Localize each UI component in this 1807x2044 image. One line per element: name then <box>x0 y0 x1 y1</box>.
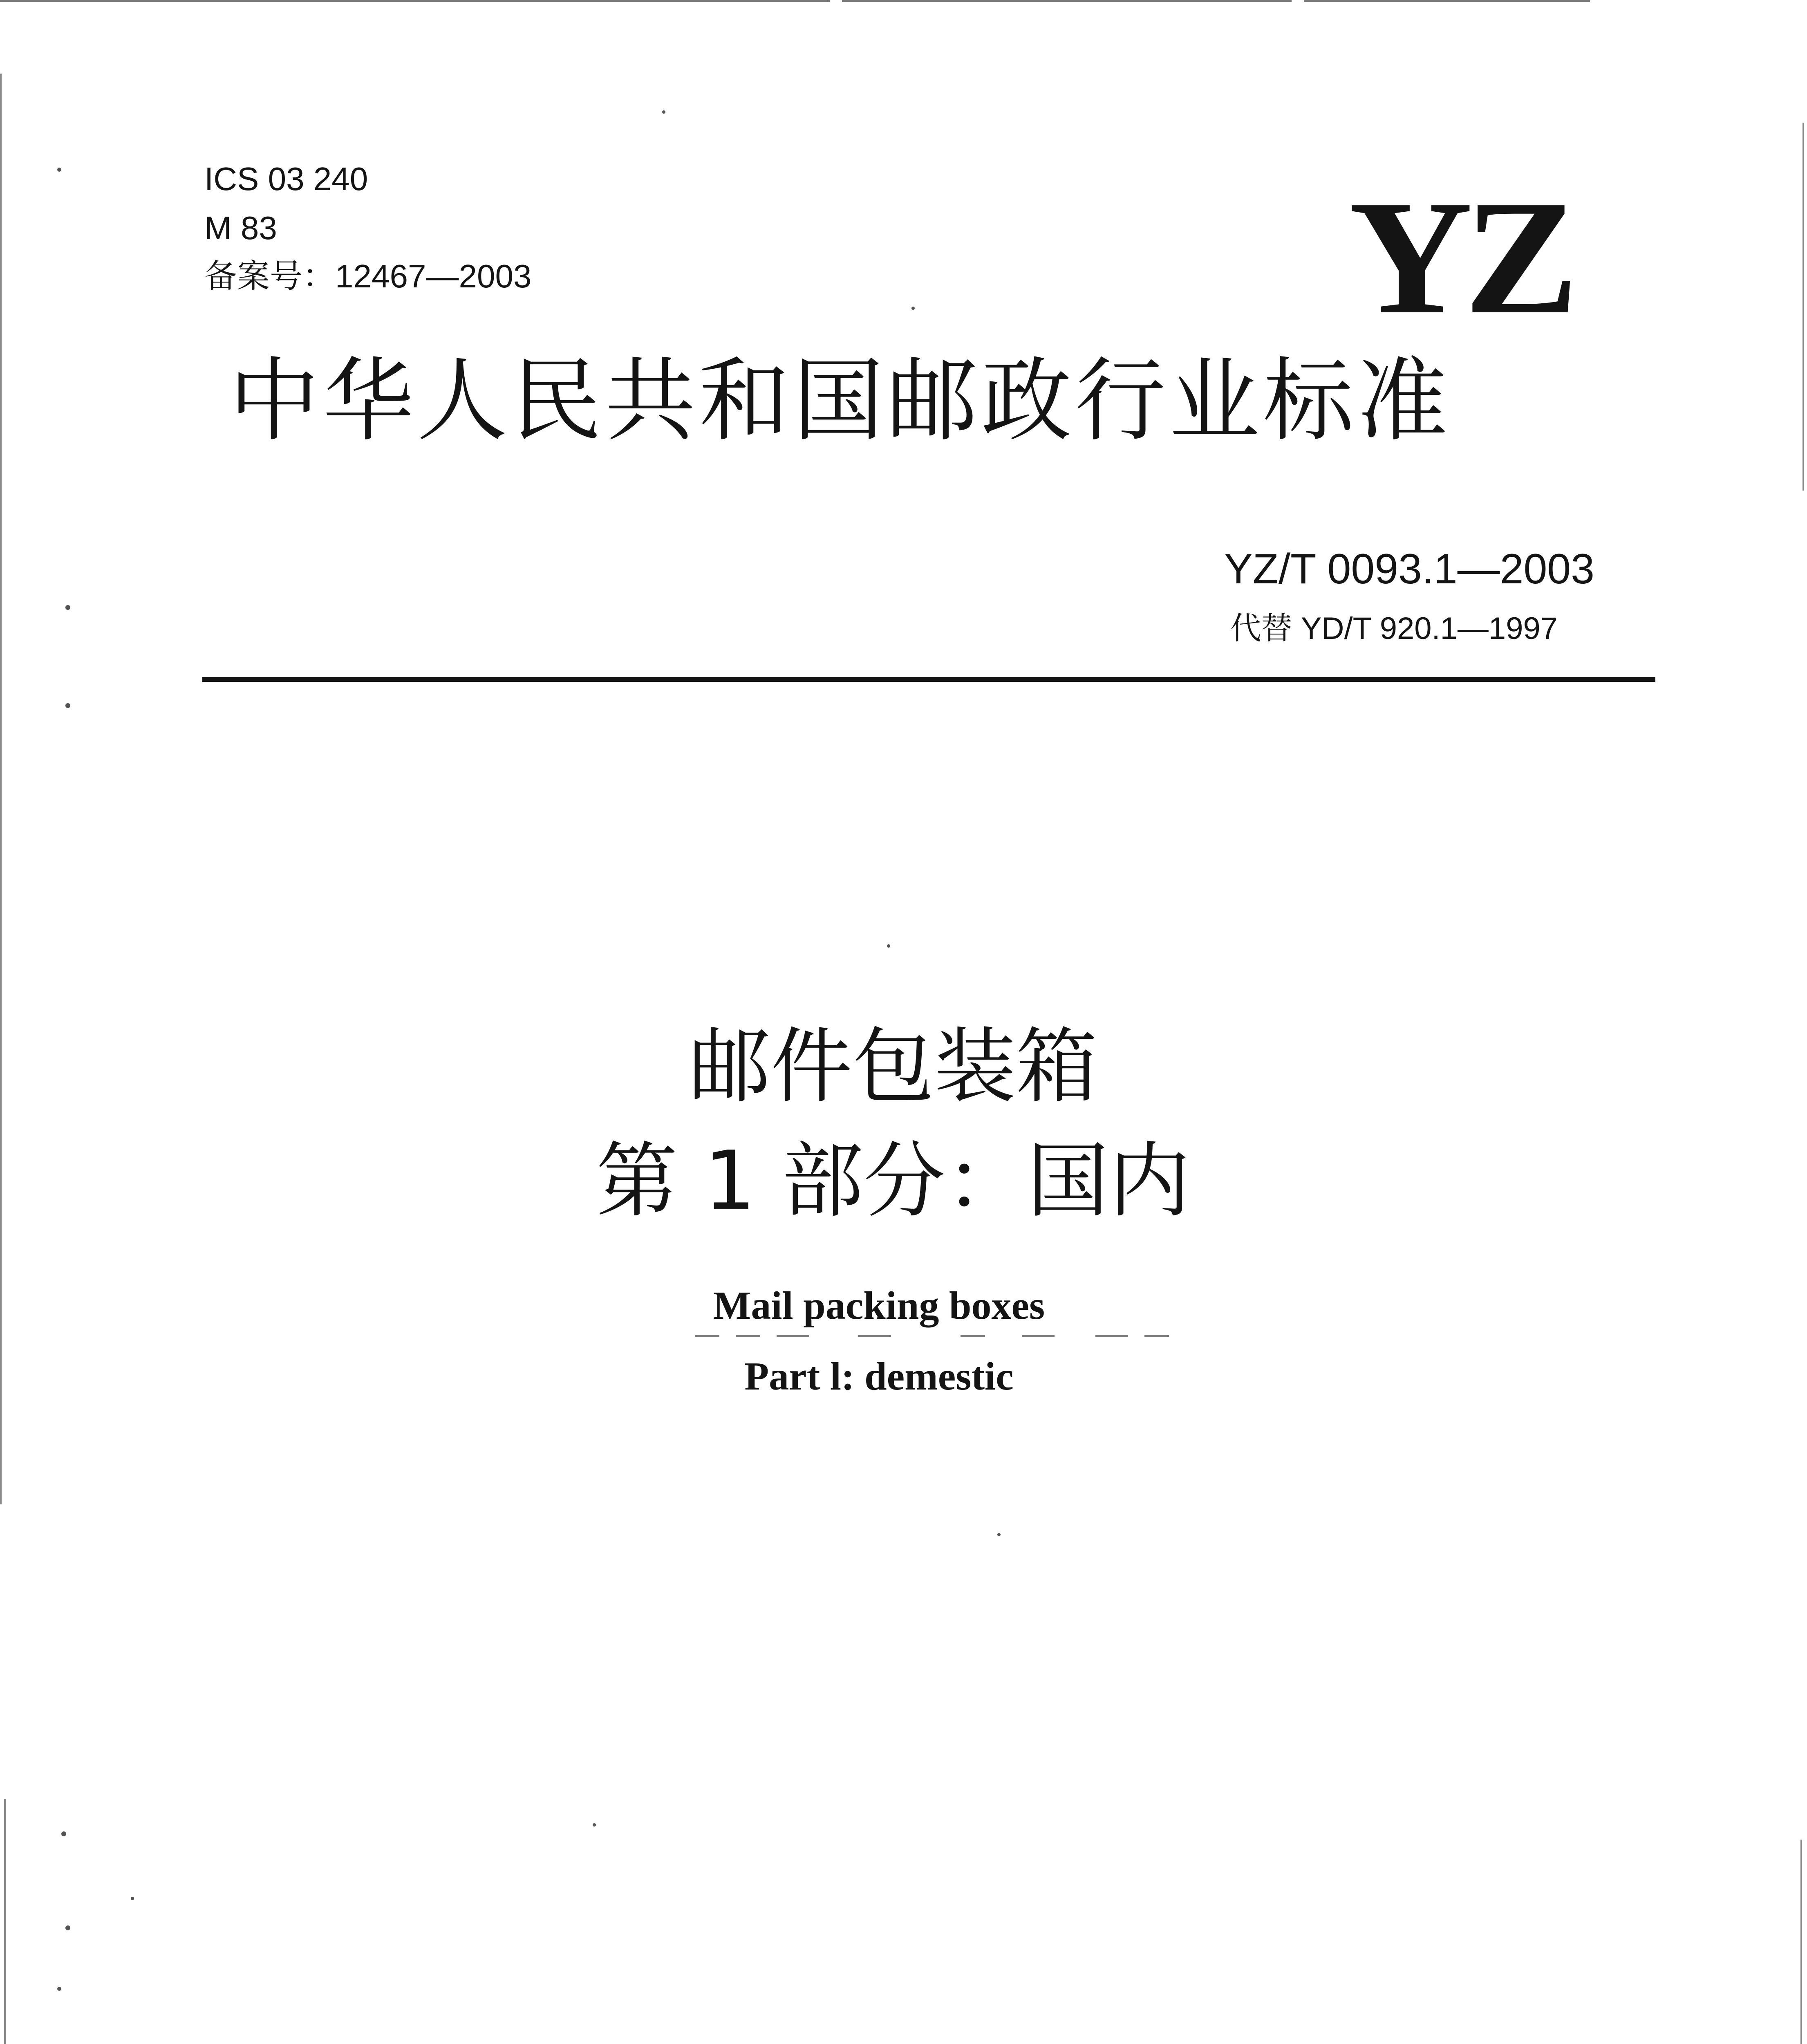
scan-dash <box>777 1335 809 1337</box>
scan-dash <box>1144 1335 1169 1337</box>
scan-dash <box>695 1335 719 1337</box>
document-subtitle-cn: 第 1 部分：国内 <box>596 1134 1191 1229</box>
scan-edge-line <box>0 0 830 2</box>
standard-title: 中华人民共和国邮政行业标准 <box>229 348 1451 454</box>
scan-edge-line <box>1803 123 1804 491</box>
filing-number: 备案号：12467—2003 <box>204 258 532 294</box>
scan-speck <box>131 1897 134 1900</box>
scan-dash <box>1022 1335 1055 1337</box>
scan-edge-line <box>4 1799 6 2044</box>
scan-speck <box>662 110 665 114</box>
document-title-cn: 邮件包装箱 <box>689 1019 1098 1114</box>
scan-speck <box>911 307 915 310</box>
scan-edge-line <box>1800 1840 1802 2044</box>
scan-dash <box>736 1335 760 1337</box>
standard-number: YZ/T 0093.1—2003 <box>1224 545 1594 593</box>
scan-edge-line <box>0 74 2 1504</box>
ics-code: ICS 03 240 <box>204 161 368 197</box>
scan-edge-line <box>1304 0 1590 2</box>
scan-edge-line <box>842 0 1292 2</box>
scan-speck <box>887 944 890 948</box>
ccs-code: M 83 <box>204 210 277 246</box>
scan-dash <box>1095 1335 1128 1337</box>
scan-speck <box>593 1823 596 1827</box>
scan-speck <box>997 1533 1001 1536</box>
replaces-standard: 代替 YD/T 920.1—1997 <box>1230 611 1558 646</box>
scan-speck <box>65 1925 70 1930</box>
scan-speck <box>57 168 61 172</box>
scan-speck <box>57 1987 61 1991</box>
top-divider <box>202 677 1655 682</box>
yz-logo: YZ <box>1349 167 1570 348</box>
scan-speck <box>65 605 70 610</box>
document-subtitle-en: Part l: demestic <box>744 1354 1014 1399</box>
scan-dash <box>961 1335 985 1337</box>
scan-speck <box>61 1831 66 1836</box>
document-title-en: Mail packing boxes <box>713 1284 1045 1328</box>
scan-speck <box>65 703 70 708</box>
scan-dash <box>858 1335 891 1337</box>
